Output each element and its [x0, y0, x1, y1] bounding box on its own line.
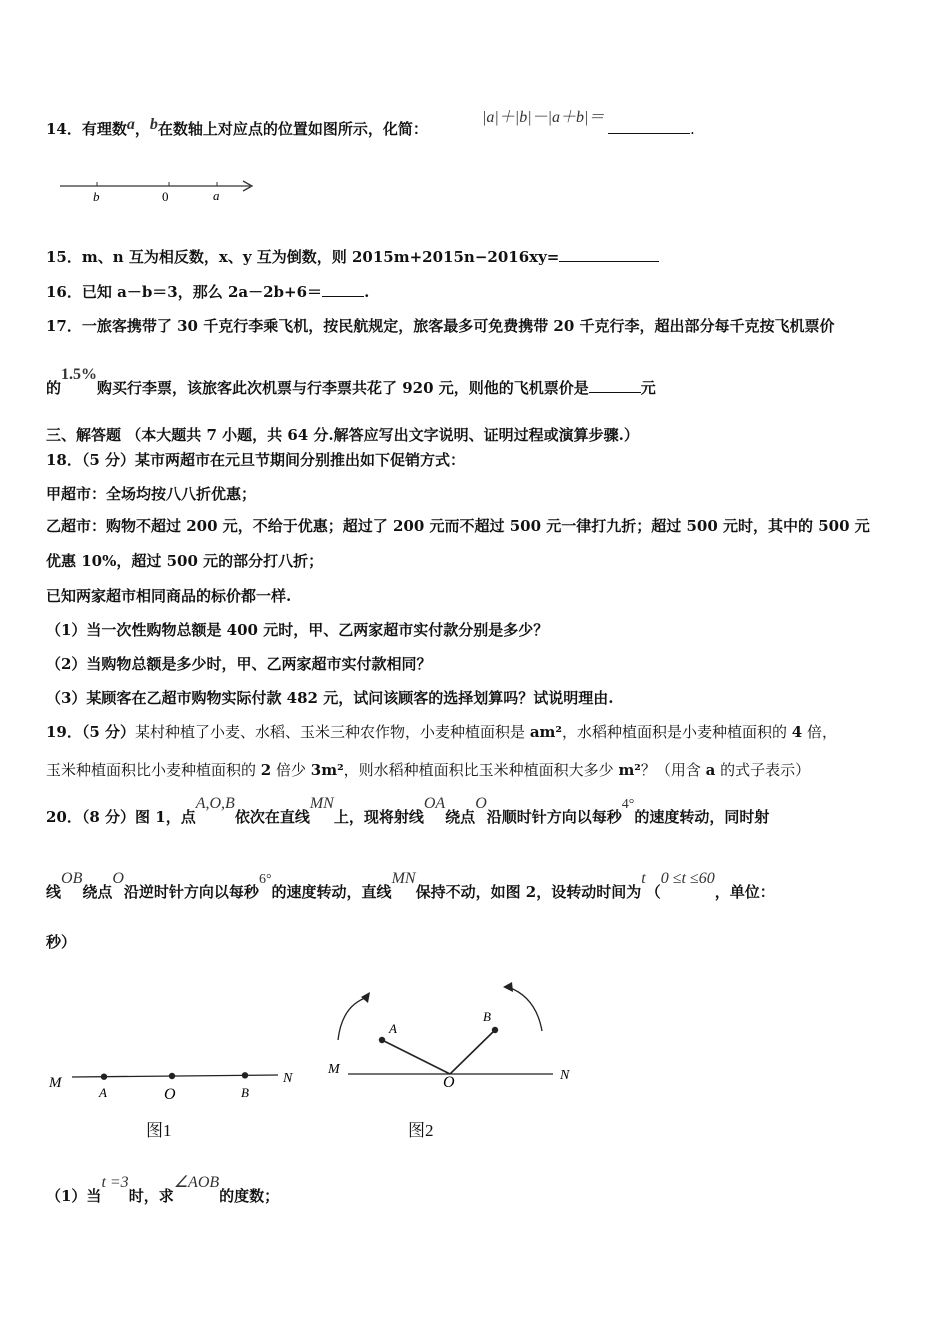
fig1-label-n: N — [283, 1071, 293, 1086]
q20-l2a: 线 — [46, 883, 62, 901]
q19-am2: am² — [529, 723, 562, 741]
q17-line-1: 17．一旅客携带了 30 千克行李乘飞机，按民航规定，旅客最多可免费携带 20 千克行李，超出部分每千克按飞机票价 — [46, 317, 835, 335]
section3-heading: 三、解答题 （本大题共 7 小题，共 64 分.解答应写出文字说明、证明过程或演算步骤.） — [46, 426, 639, 444]
q20-mn: MN — [309, 795, 334, 812]
q14-comma: ， — [134, 120, 150, 138]
q20-aob: A,O,B — [195, 795, 235, 812]
q20-figure-2 — [320, 975, 590, 1100]
q18-jia: 甲超市：全场均按八八折优惠； — [46, 485, 257, 503]
q20-sub-1 — [46, 1174, 280, 1206]
q20-l2b: 绕点 — [82, 883, 113, 901]
q15-text: 15．m、n 互为相反数，x、y 互为倒数，则 2015m+2015n−2016xy= — [46, 248, 560, 266]
fig1-caption: 图1 — [146, 1121, 172, 1140]
q19-text-2e: 的式子表示） — [715, 761, 811, 779]
q14-number: 14． — [46, 120, 82, 138]
q18-heading: 18．（5 分）某市两超市在元旦节期间分别推出如下促销方式： — [46, 451, 466, 469]
fig2-label-b: B — [483, 1009, 491, 1024]
fig2-label-o: O — [443, 1074, 455, 1091]
q20-t3: t =3 — [101, 1174, 129, 1191]
q19-four: 4 — [791, 723, 803, 741]
q20-range: 0 ≤t ≤60 — [660, 870, 715, 887]
q15-blank — [559, 246, 659, 262]
q15-line — [46, 246, 659, 267]
q14-label-0: 0 — [162, 189, 169, 204]
fig1-point-b — [242, 1072, 248, 1078]
fig2-point-b — [492, 1027, 498, 1033]
q20-head: 20．（8 分）图 1，点 — [46, 808, 196, 826]
q20-ob: OB — [61, 870, 83, 887]
fig1-point-o — [169, 1073, 175, 1079]
q19-line-2 — [46, 759, 810, 780]
q20-t: t — [641, 870, 646, 887]
q20-oa: OA — [423, 795, 446, 812]
q17-unit: 元 — [640, 379, 656, 397]
q19-text-1a: 某村种植了小麦、水稻、玉米三种农作物，小麦种植面积是 — [135, 723, 530, 741]
q19-two: 2 — [260, 761, 272, 779]
fig2-caption: 图2 — [408, 1121, 434, 1140]
fig2-arrowhead-ob — [503, 982, 513, 992]
q19-line-1 — [46, 721, 837, 742]
fig2-label-a: A — [389, 1021, 397, 1036]
q18-yi-2: 优惠 10%，超过 500 元的部分打八折； — [46, 552, 324, 570]
q19-text-2a: 玉米种植面积比小麦种植面积的 — [46, 761, 261, 779]
q20-t1: 依次在直线 — [234, 808, 310, 826]
q17-line-2 — [46, 366, 656, 398]
q20-o: O — [475, 795, 487, 812]
q20-t4: 沿顺时针方向以每秒 — [486, 808, 622, 826]
q19-3m2: 3m² — [310, 761, 344, 779]
fig2-label-n: N — [560, 1068, 570, 1083]
q20-l2f: ，单位： — [714, 883, 775, 901]
q20-deg6: 6° — [258, 872, 272, 887]
q18-sub-1: （1）当一次性购物总额是 400 元时，甲、乙两家超市实付款分别是多少？ — [46, 621, 549, 639]
q20-line-2 — [46, 870, 775, 902]
fig2-point-a — [379, 1037, 385, 1043]
q20-t3: 绕点 — [445, 808, 476, 826]
q20-s1a: （1）当 — [46, 1187, 102, 1205]
q14-expression: |a|＋|b|－|a＋b|＝ — [482, 109, 605, 126]
q19-text-1c: 倍， — [802, 723, 837, 741]
q17-blank — [589, 377, 641, 393]
fig2-ray-oa — [382, 1040, 450, 1074]
q20-figure-1 — [40, 1060, 310, 1140]
q14-var-b: b — [149, 116, 158, 133]
q14-label-b: b — [93, 189, 100, 204]
q20-paren: （ — [645, 883, 661, 901]
fig2-arc-oa — [338, 997, 368, 1040]
q20-angle-aob: ∠AOB — [173, 1174, 220, 1191]
q14-label-a: a — [213, 188, 220, 203]
q20-line-1 — [46, 795, 770, 827]
q14-var-a: a — [126, 116, 135, 133]
q19-text-1b: ，水稻种植面积是小麦种植面积的 — [562, 723, 792, 741]
q14-text-1: 有理数 — [81, 120, 127, 138]
q18-yi-1: 乙超市：购物不超过 200 元，不给于优惠；超过了 200 元而不超过 500 元一律打九折；超过 500 元时，其中的 500 元 — [46, 517, 870, 535]
q18-sub-3: （3）某顾客在乙超市购物实际付款 482 元，试问该顾客的选择划算吗？试说明理由. — [46, 689, 614, 707]
q14-line — [46, 118, 428, 139]
q18-known: 已知两家超市相同商品的标价都一样. — [46, 587, 292, 605]
q14-period: . — [690, 120, 695, 138]
q20-s1b: 时，求 — [128, 1187, 174, 1205]
fig1-point-a — [101, 1074, 107, 1080]
q20-s1c: 的度数； — [219, 1187, 280, 1205]
q19-text-2c: ，则水稻种植面积比玉米种植面积大多少 — [343, 761, 619, 779]
q16-blank — [322, 281, 364, 297]
q20-t5: 的速度转动，同时射 — [634, 808, 770, 826]
fig1-label-b: B — [241, 1085, 249, 1100]
q14-number-line — [55, 170, 265, 210]
q20-mn2: MN — [391, 870, 416, 887]
q19-m2: m² — [618, 761, 641, 779]
q17-prefix: 的 — [46, 379, 62, 397]
q17-percent: 1.5% — [61, 366, 98, 383]
q16-text: 16．已知 a－b＝3，那么 2a－2b+6＝ — [46, 283, 323, 301]
q20-line-3: 秒） — [46, 933, 77, 951]
q19-var-a: a — [705, 761, 716, 779]
q14-answer-blank — [608, 118, 695, 138]
q20-o2: O — [112, 870, 124, 887]
q20-deg4: 4° — [621, 797, 635, 812]
q19-number: 19．（5 分） — [46, 723, 136, 741]
q20-t2: 上，现将射线 — [333, 808, 424, 826]
fig1-label-a: A — [99, 1085, 107, 1100]
fig2-arc-ob — [508, 987, 542, 1031]
fig2-ray-ob — [450, 1030, 495, 1074]
q18-sub-2: （2）当购物总额是多少时，甲、乙两家超市实付款相同？ — [46, 655, 432, 673]
q14-blank — [608, 118, 690, 134]
fig1-label-m: M — [49, 1075, 62, 1091]
q20-l2c: 沿逆时针方向以每秒 — [123, 883, 259, 901]
fig2-arrowhead-oa — [361, 992, 370, 1003]
q17-text: 购买行李票，该旅客此次机票与行李票共花了 920 元，则他的飞机票价是 — [97, 379, 589, 397]
q19-text-2d: ？（用含 — [640, 761, 706, 779]
q16-line — [46, 281, 369, 302]
q14-text-2: 在数轴上对应点的位置如图所示，化简： — [157, 120, 428, 138]
fig1-label-o: O — [164, 1086, 176, 1103]
q19-text-2b: 倍少 — [271, 761, 311, 779]
q20-l2d: 的速度转动，直线 — [271, 883, 392, 901]
q16-period: . — [364, 283, 370, 301]
fig2-label-m: M — [328, 1062, 340, 1077]
q20-l2e: 保持不动，如图 2，设转动时间为 — [415, 883, 642, 901]
